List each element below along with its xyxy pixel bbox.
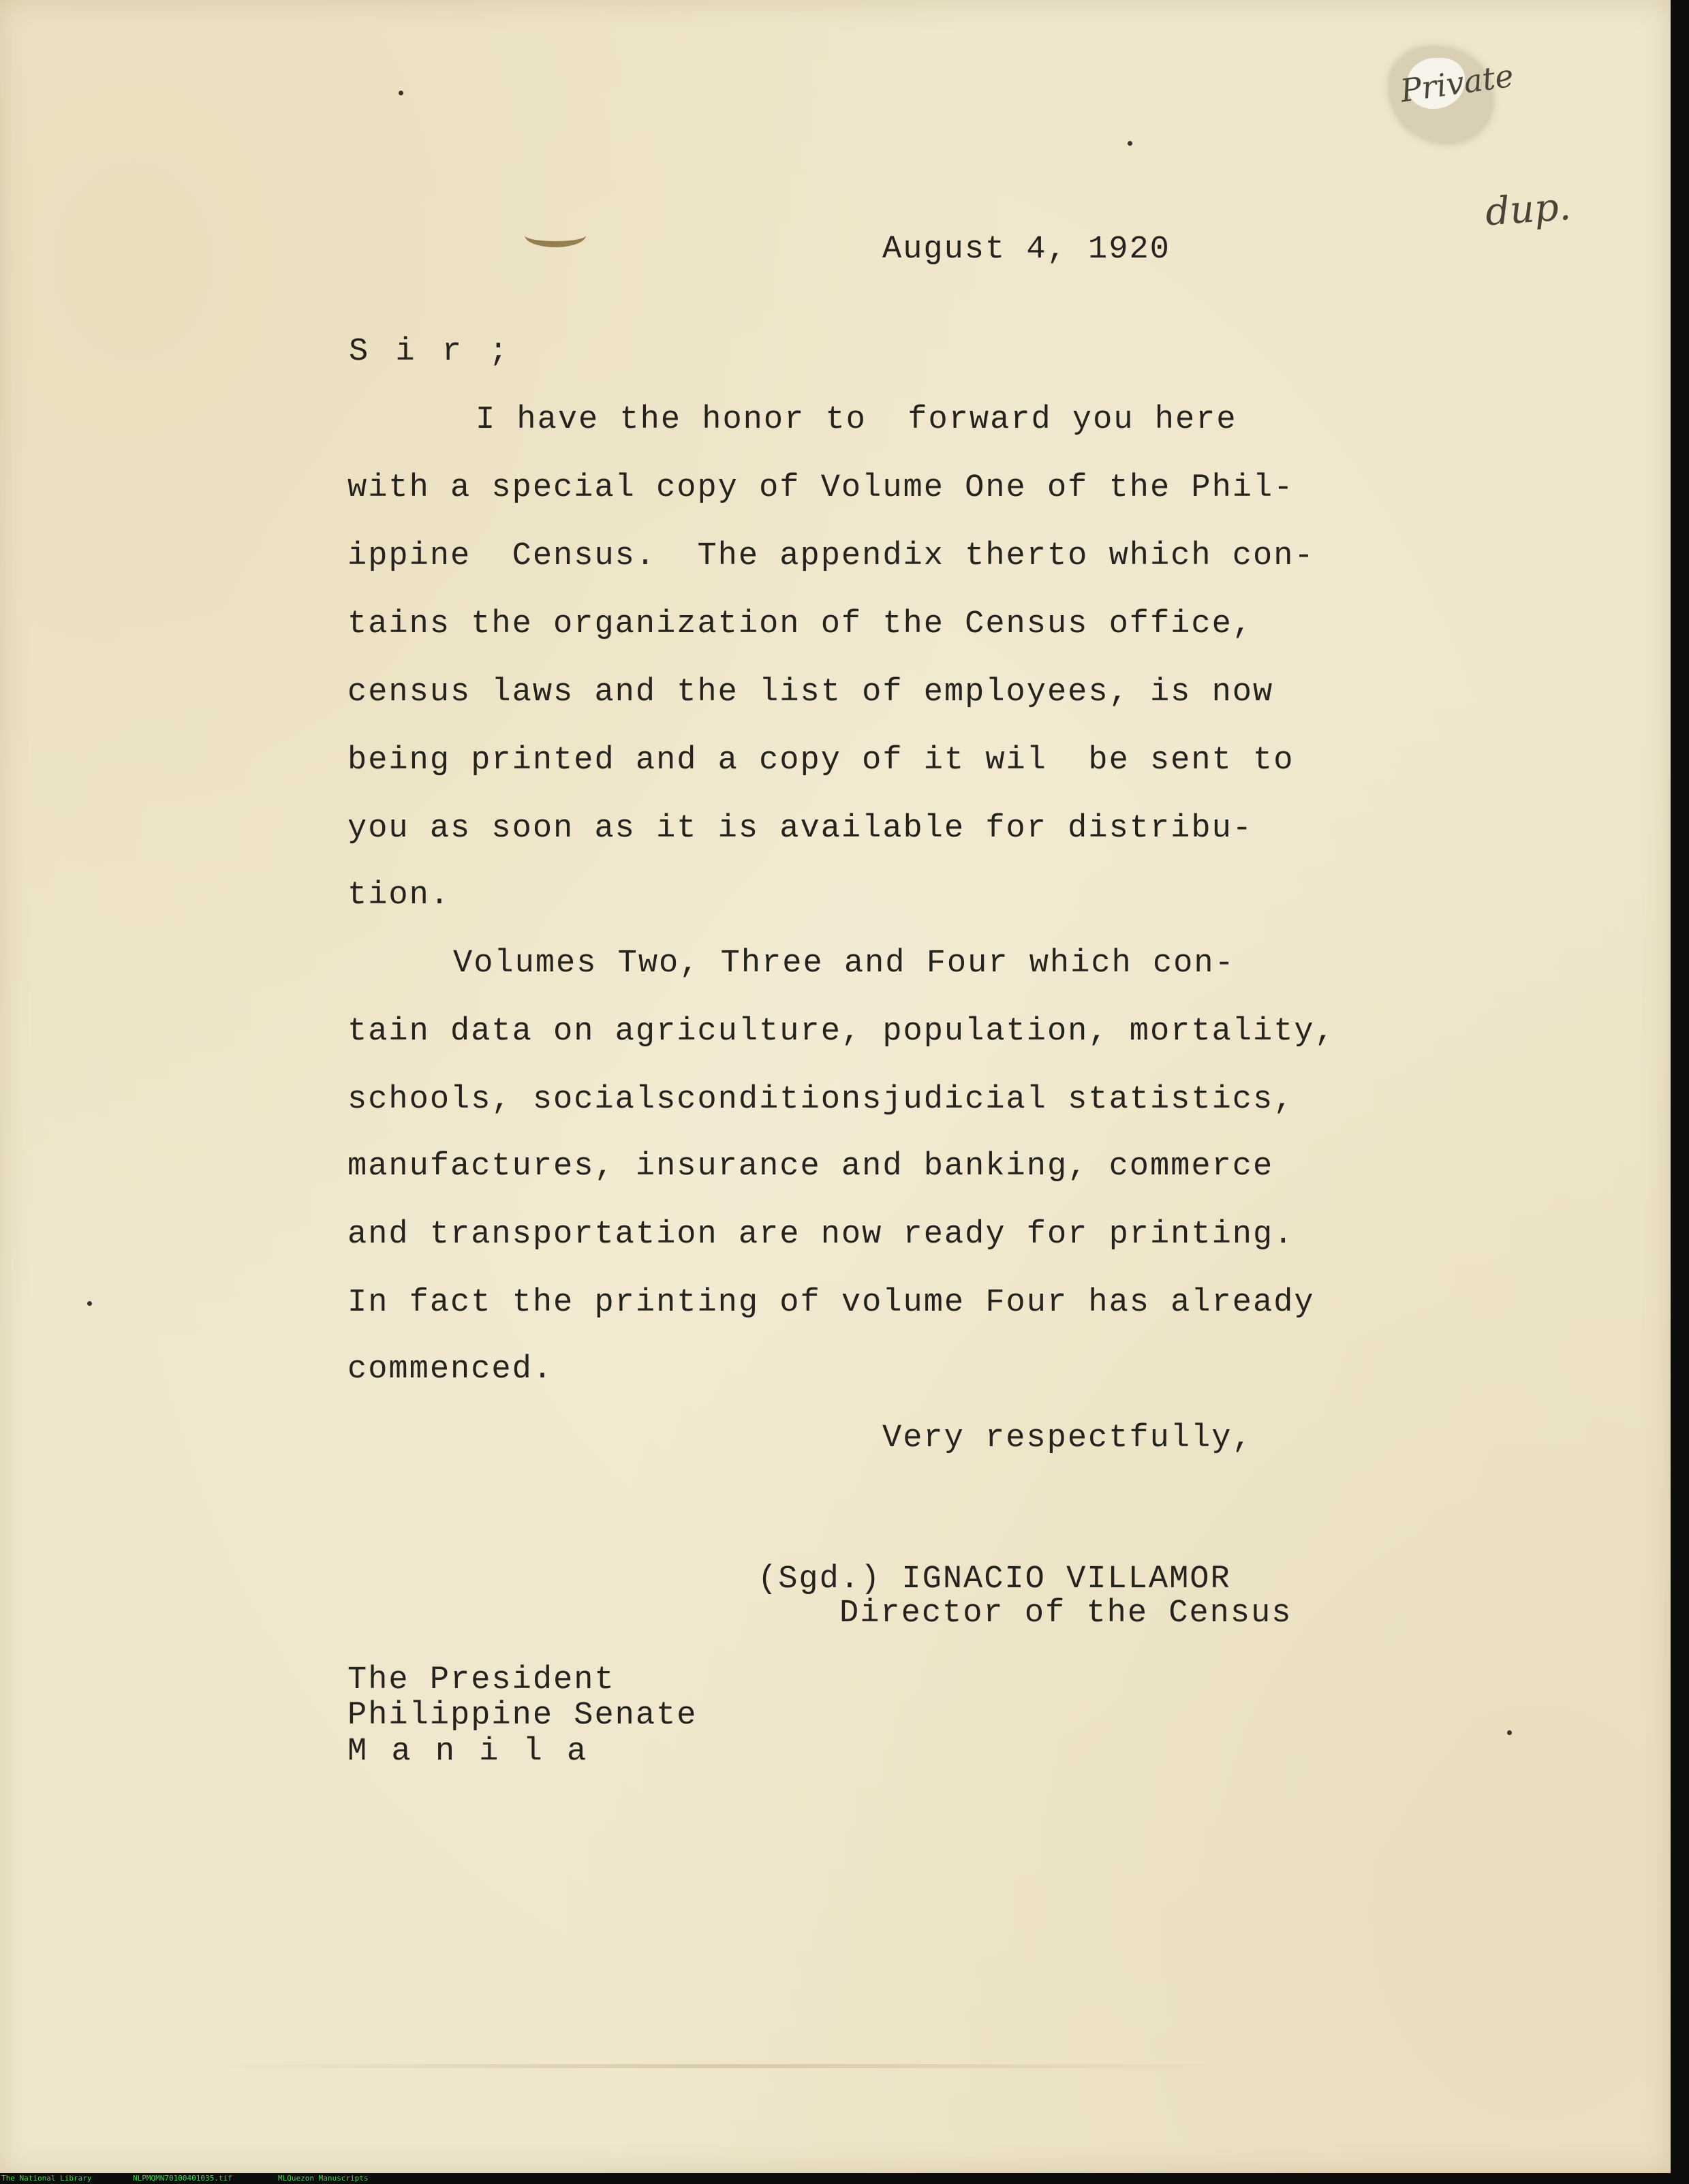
body-line: manufactures, insurance and banking, commerce — [347, 1149, 1274, 1185]
body-line: commenced. — [347, 1352, 554, 1388]
paper-speck — [87, 1301, 92, 1306]
closing: Very respectfully, — [882, 1420, 1253, 1456]
body-line: being printed and a copy of it wil be sent to — [347, 743, 1295, 779]
signature-title: Director of the Census — [839, 1595, 1292, 1632]
body-line: I have the honor to forward you here — [476, 402, 1237, 438]
body-line: schools, socialsconditionsjudicial statistics, — [347, 1082, 1295, 1118]
letter-date: August 4, 1920 — [882, 232, 1171, 268]
footer-filename: NLPMQMN70100401035.tif — [133, 2174, 232, 2183]
paper-stain — [525, 223, 586, 247]
paper-speck — [1128, 141, 1132, 146]
footer-institution: The National Library — [1, 2174, 92, 2183]
recipient-line: The President — [347, 1662, 615, 1698]
paper-speck — [1507, 1730, 1512, 1735]
body-line: In fact the printing of volume Four has already — [347, 1285, 1315, 1321]
body-line: with a special copy of Volume One of the Phil- — [347, 470, 1295, 506]
recipient-line: Philippine Senate — [347, 1698, 698, 1734]
handwritten-private-note: Private — [1398, 57, 1516, 110]
signature-line: (Sgd.) IGNACIO VILLAMOR — [758, 1561, 1231, 1597]
body-line: census laws and the list of employees, is now — [347, 674, 1274, 711]
body-line: ippine Census. The appendix therto which con- — [347, 538, 1315, 574]
paper-crease — [218, 2064, 1240, 2068]
handwritten-dup-note: dup. — [1483, 184, 1572, 235]
footer-collection: MLQuezon Manuscripts — [278, 2174, 369, 2183]
body-line: tains the organization of the Census office, — [347, 606, 1254, 642]
scan-footer-bar — [0, 2173, 1689, 2184]
paper-speck — [399, 91, 403, 95]
body-line: tion. — [347, 877, 451, 914]
recipient-line: M a n i l a — [347, 1734, 589, 1770]
body-line: tain data on agriculture, population, mortality, — [347, 1014, 1335, 1050]
body-line: and transportation are now ready for printing. — [347, 1217, 1295, 1253]
body-line: Volumes Two, Three and Four which con- — [453, 946, 1235, 982]
body-line: you as soon as it is available for distribu- — [347, 811, 1254, 847]
salutation: S i r ; — [349, 334, 512, 370]
